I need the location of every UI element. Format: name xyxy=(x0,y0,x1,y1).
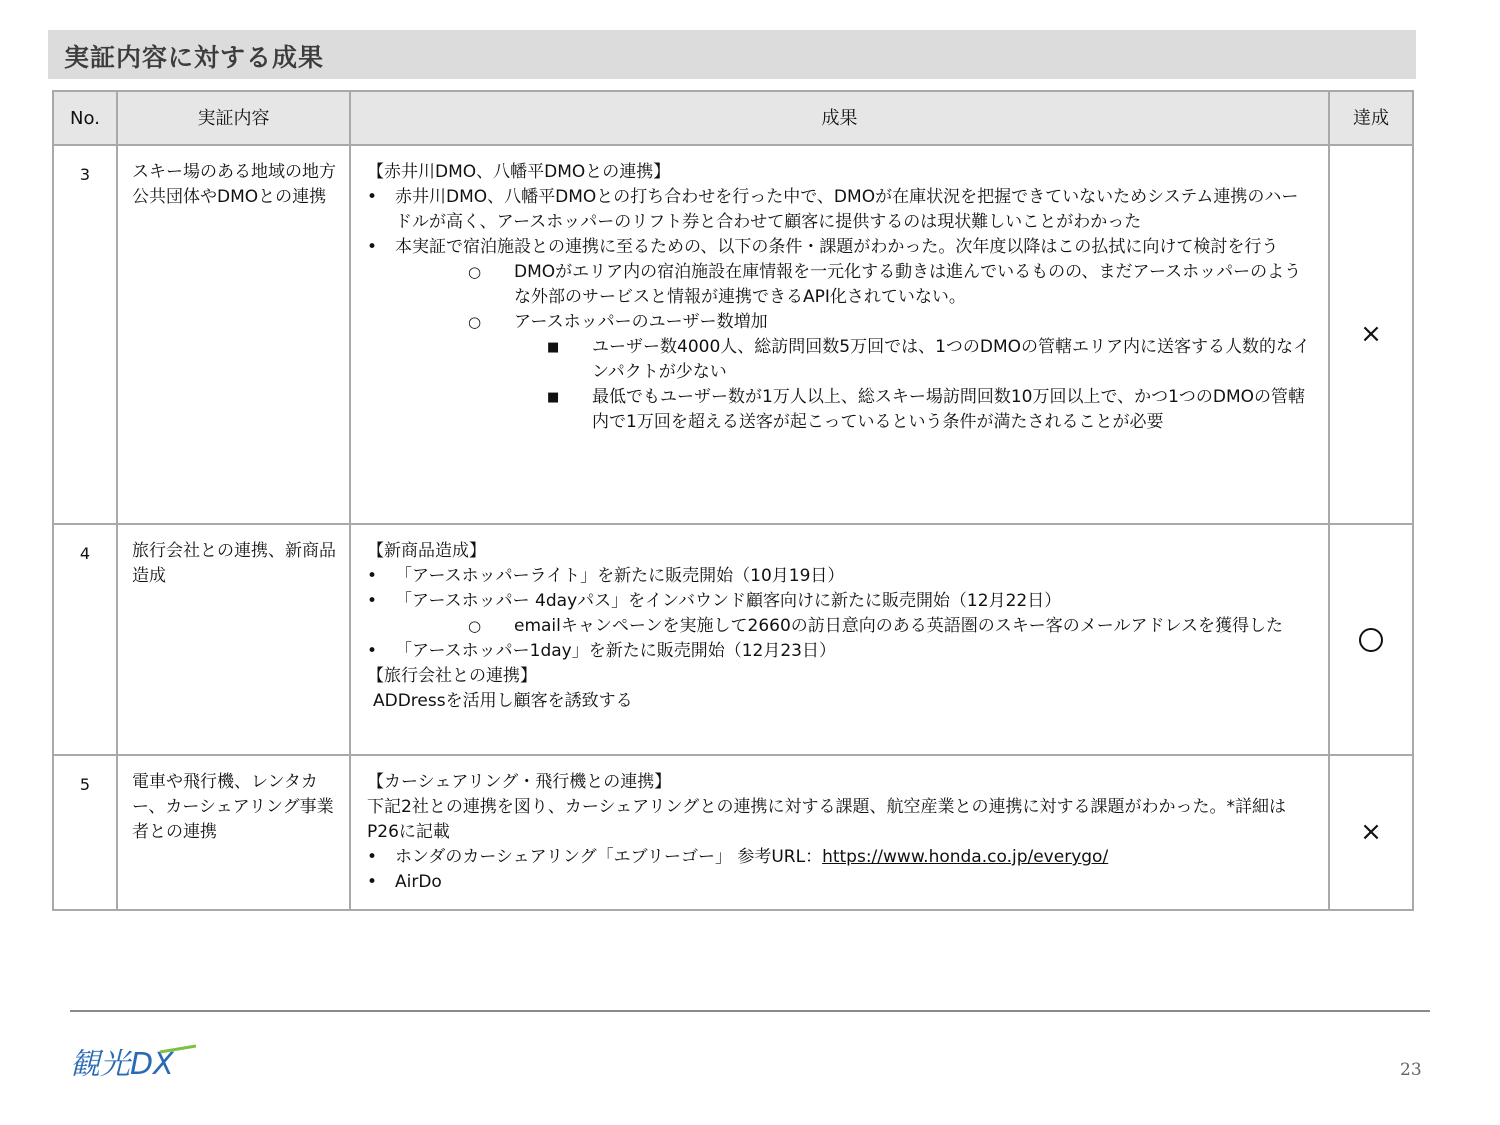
result-text: 下記2社との連携を図り、カーシェアリングとの連携に対する課題、航空産業との連携に対する課題がわかった。*詳細はP26に記載 xyxy=(367,797,1286,842)
achievement-cross: × xyxy=(1329,755,1413,910)
sub-list-item-text: emailキャンペーンを実施して2660の訪日意向のある英語圏のスキー客のメールアドレスを獲得した xyxy=(514,616,1283,636)
subsub-list-item xyxy=(367,335,1314,385)
bullet-marker: • xyxy=(367,872,378,892)
row-result xyxy=(350,524,1329,755)
sub-list-item-text: アースホッパーのユーザー数増加 xyxy=(514,312,768,332)
result-heading: 【新商品造成】 xyxy=(367,541,486,561)
title-bar xyxy=(48,30,1416,79)
bullet-marker: • xyxy=(367,847,378,867)
header-row xyxy=(53,91,1413,145)
sub-list-item xyxy=(367,260,1314,310)
list-item xyxy=(367,845,1314,870)
subsub-list-item xyxy=(367,385,1314,435)
header-achievement: 達成 xyxy=(1329,91,1413,145)
list-item-text: 赤井川DMO、八幡平DMOとの打ち合わせを行った中で、DMOが在庫状況を把握できていないためシステム連携のハードルが高く、アースホッパーのリフト券と合わせて顧客に提供するのは現状難しいことがわかった xyxy=(395,187,1299,232)
list-item xyxy=(367,639,1314,664)
subsub-list-item-text: 最低でもユーザー数が1万人以上、総スキー場訪問回数10万回以上で、かつ1つのDMOの管轄内で1万回を超える送客が起こっているという条件が満たされることが必要 xyxy=(592,387,1306,432)
list-item-text: 本実証で宿泊施設との連携に至るための、以下の条件・課題がわかった。次年度以降はこの払拭に向けて検討を行う xyxy=(395,237,1279,257)
row-item: スキー場のある地域の地方公共団体やDMOとの連携 xyxy=(117,145,350,524)
sub-list-item xyxy=(367,310,1314,335)
everygo-link[interactable]: https://www.honda.co.jp/everygo/ xyxy=(822,847,1109,867)
table-row xyxy=(53,145,1413,524)
bullet-marker: • xyxy=(367,591,378,611)
list-item-text: 「アースホッパー 4dayパス」をインバウンド顧客向けに新たに販売開始（12月22日） xyxy=(395,591,1062,611)
list-item xyxy=(367,235,1314,260)
row-number: 5 xyxy=(53,755,117,910)
list-item-text: ホンダのカーシェアリング「エブリーゴー」 参考URL： xyxy=(395,847,823,867)
bullet-marker: • xyxy=(367,187,378,207)
circle-bullet-marker: ○ xyxy=(468,313,482,331)
list-item-text: AirDo xyxy=(395,872,442,892)
row-number: 3 xyxy=(53,145,117,524)
list-item xyxy=(367,185,1314,235)
row-result xyxy=(350,755,1329,910)
list-item-text: 「アースホッパーライト」を新たに販売開始（10月19日） xyxy=(395,566,845,586)
row-item: 電車や飛行機、レンタカー、カーシェアリング事業者との連携 xyxy=(117,755,350,910)
row-number: 4 xyxy=(53,524,117,755)
logo-text: 観光DX xyxy=(70,1047,174,1082)
list-item-text: 「アースホッパー1day」を新たに販売開始（12月23日） xyxy=(395,641,836,661)
result-heading: 【カーシェアリング・飛行機との連携】 xyxy=(367,772,672,792)
row-result xyxy=(350,145,1329,524)
achievement-circle xyxy=(1329,524,1413,755)
sub-list-item-text: DMOがエリア内の宿泊施設在庫情報を一元化する動きは進んでいるものの、まだアースホッパーのような外部のサービスと情報が連携できるAPI化されていない。 xyxy=(514,262,1302,307)
result-heading: 【旅行会社との連携】 xyxy=(367,666,537,686)
row-item: 旅行会社との連携、新商品造成 xyxy=(117,524,350,755)
header-no: No. xyxy=(53,91,117,145)
sub-list-item xyxy=(367,614,1314,639)
bullet-marker: • xyxy=(367,566,378,586)
achievement-cross: × xyxy=(1329,145,1413,524)
table-row xyxy=(53,755,1413,910)
list-item xyxy=(367,589,1314,614)
footer-divider xyxy=(70,1010,1430,1012)
result-heading: 【赤井川DMO、八幡平DMOとの連携】 xyxy=(367,162,671,182)
list-item xyxy=(367,870,1314,895)
kanko-dx-logo xyxy=(68,1040,198,1084)
results-table xyxy=(52,90,1414,911)
achievement-circle-icon xyxy=(1359,628,1383,652)
bullet-marker: • xyxy=(367,641,378,661)
subsub-list-item-text: ユーザー数4000人、総訪問回数5万回では、1つのDMOの管轄エリア内に送客する人数的なインパクトが少ない xyxy=(592,337,1311,382)
header-item: 実証内容 xyxy=(117,91,350,145)
table-row xyxy=(53,524,1413,755)
square-bullet-marker: ■ xyxy=(547,390,560,405)
result-text: ADDressを活用し顧客を誘致する xyxy=(373,691,633,711)
circle-bullet-marker: ○ xyxy=(468,617,482,635)
list-item xyxy=(367,564,1314,589)
bullet-marker: • xyxy=(367,237,378,257)
page-title: 実証内容に対する成果 xyxy=(64,43,325,72)
circle-bullet-marker: ○ xyxy=(468,263,482,281)
square-bullet-marker: ■ xyxy=(547,340,560,355)
page-number: 23 xyxy=(1400,1060,1422,1080)
header-result: 成果 xyxy=(350,91,1329,145)
